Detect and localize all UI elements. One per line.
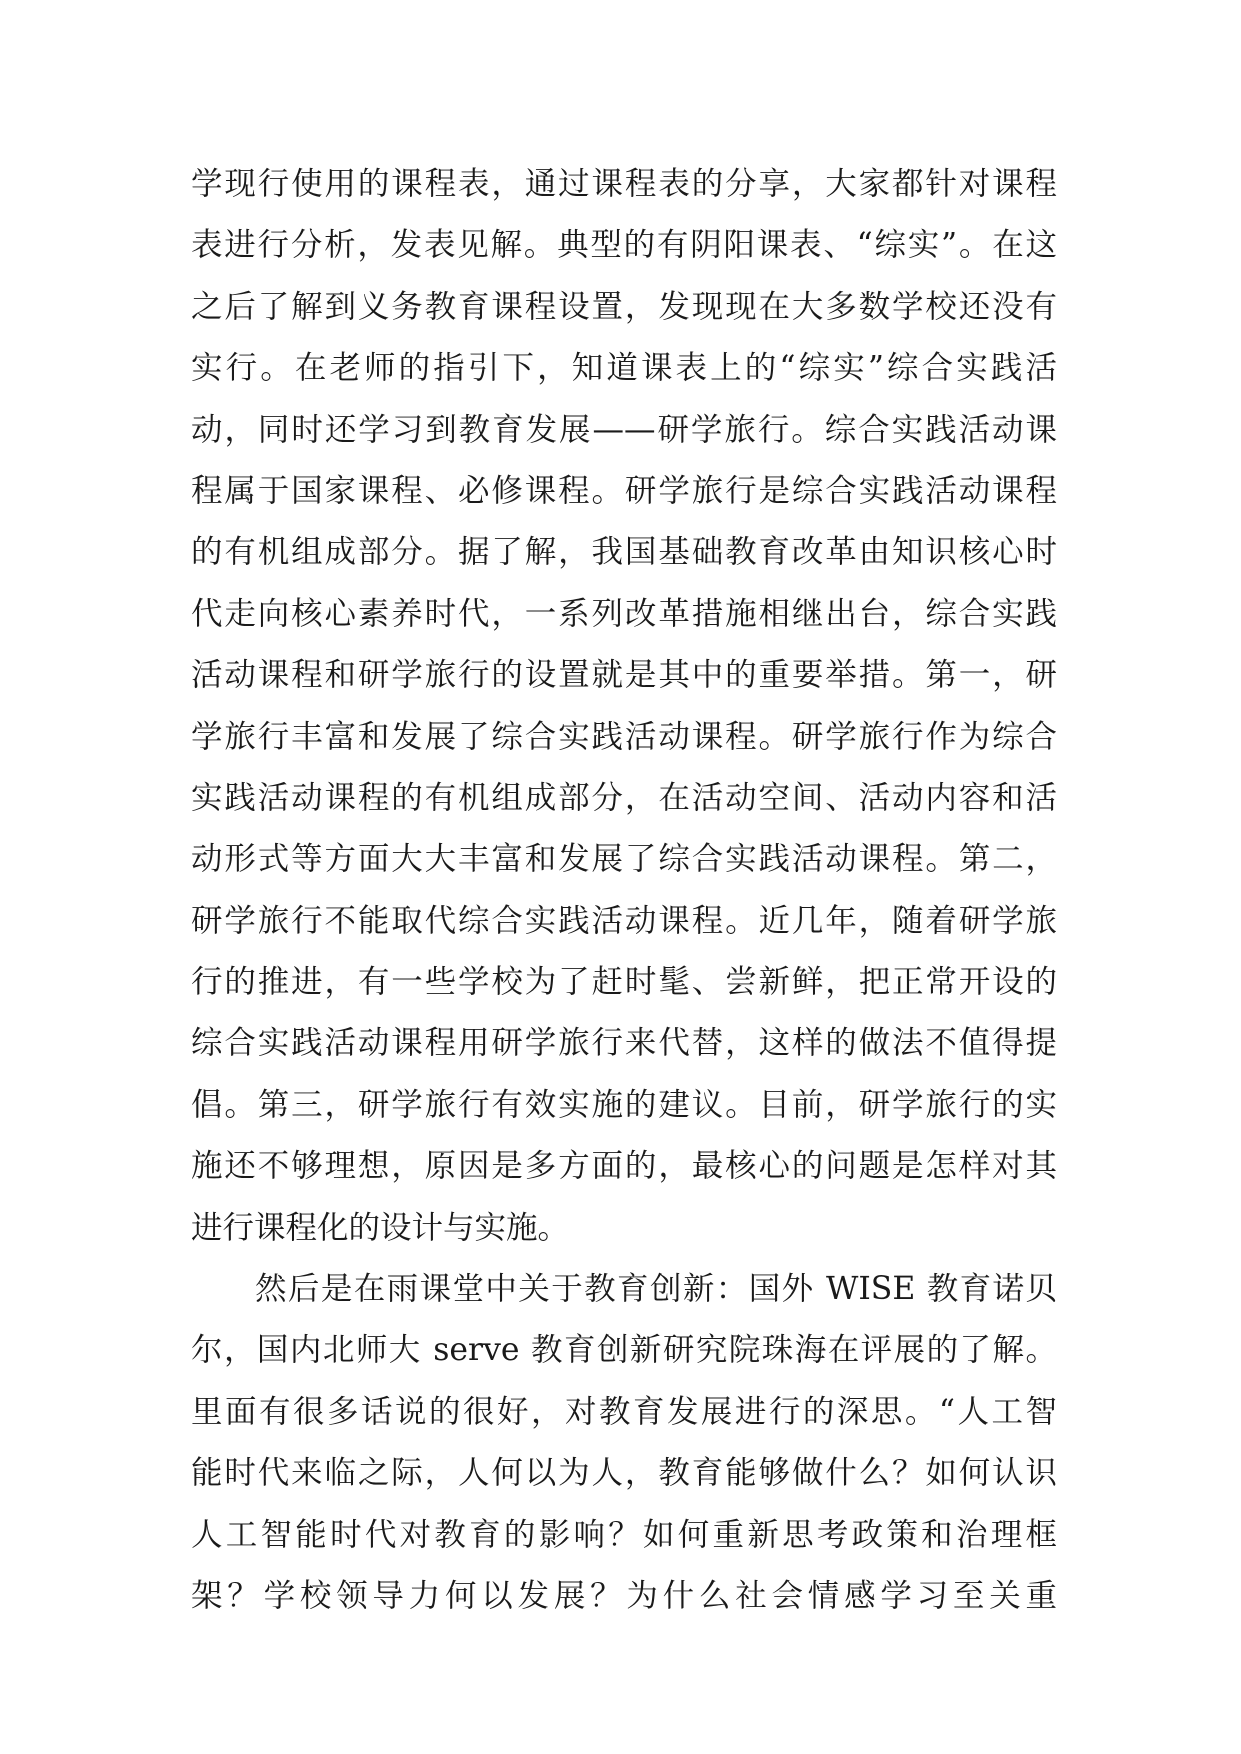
text-line: 动形式等方面大大丰富和发展了综合实践活动课程。第二， (191, 841, 1057, 878)
text-line: 行的推进，有一些学校为了赶时髦、尝新鲜，把正常开设的 (191, 964, 1057, 1001)
text-line: 倡。第三，研学旅行有效实施的建议。目前，研学旅行的实 (191, 1086, 1057, 1123)
text-line: 能时代来临之际，人何以为人，教育能够做什么？如何认识 (191, 1455, 1057, 1492)
text-line: 人工智能时代对教育的影响？如何重新思考政策和治理框 (191, 1516, 1057, 1553)
text-line: 表进行分析，发表见解。典型的有阴阳课表、“综实”。在这 (191, 227, 1057, 264)
text-line: 研学旅行不能取代综合实践活动课程。近几年，随着研学旅 (191, 902, 1057, 939)
text-line: 实践活动课程的有机组成部分，在活动空间、活动内容和活 (191, 779, 1057, 816)
text-line: 实行。在老师的指引下，知道课表上的“综实”综合实践活 (191, 350, 1057, 387)
text-line: 之后了解到义务教育课程设置，发现现在大多数学校还没有 (191, 288, 1057, 325)
text-line: 代走向核心素养时代，一系列改革措施相继出台，综合实践 (191, 595, 1057, 632)
text-line: 施还不够理想，原因是多方面的，最核心的问题是怎样对其 (191, 1148, 1057, 1185)
text-line: 学现行使用的课程表，通过课程表的分享，大家都针对课程 (191, 166, 1057, 202)
text-line: 程属于国家课程、必修课程。研学旅行是综合实践活动课程 (191, 472, 1057, 509)
text-line: 动，同时还学习到教育发展——研学旅行。综合实践活动课 (191, 411, 1057, 448)
text-line: 综合实践活动课程用研学旅行来代替，这样的做法不值得提 (191, 1025, 1057, 1062)
text-line: 学旅行丰富和发展了综合实践活动课程。研学旅行作为综合 (191, 718, 1057, 755)
paragraph-end-line: 进行课程化的设计与实施。 (191, 1209, 570, 1246)
text-line: 活动课程和研学旅行的设置就是其中的重要举措。第一，研 (191, 657, 1057, 694)
text-line: 尔，国内北师大 serve 教育创新研究院珠海在评展的了解。 (191, 1332, 1057, 1369)
text-line: 的有机组成部分。据了解，我国基础教育改革由知识核心时 (191, 534, 1057, 571)
paragraph-start-line: 然后是在雨课堂中关于教育创新：国外 WISE 教育诺贝 (255, 1271, 1057, 1308)
text-line: 架？学校领导力何以发展？为什么社会情感学习至关重 (191, 1577, 1057, 1614)
text-line: 里面有很多话说的很好，对教育发展进行的深思。“人工智 (191, 1393, 1057, 1430)
body-text (191, 154, 1057, 1627)
